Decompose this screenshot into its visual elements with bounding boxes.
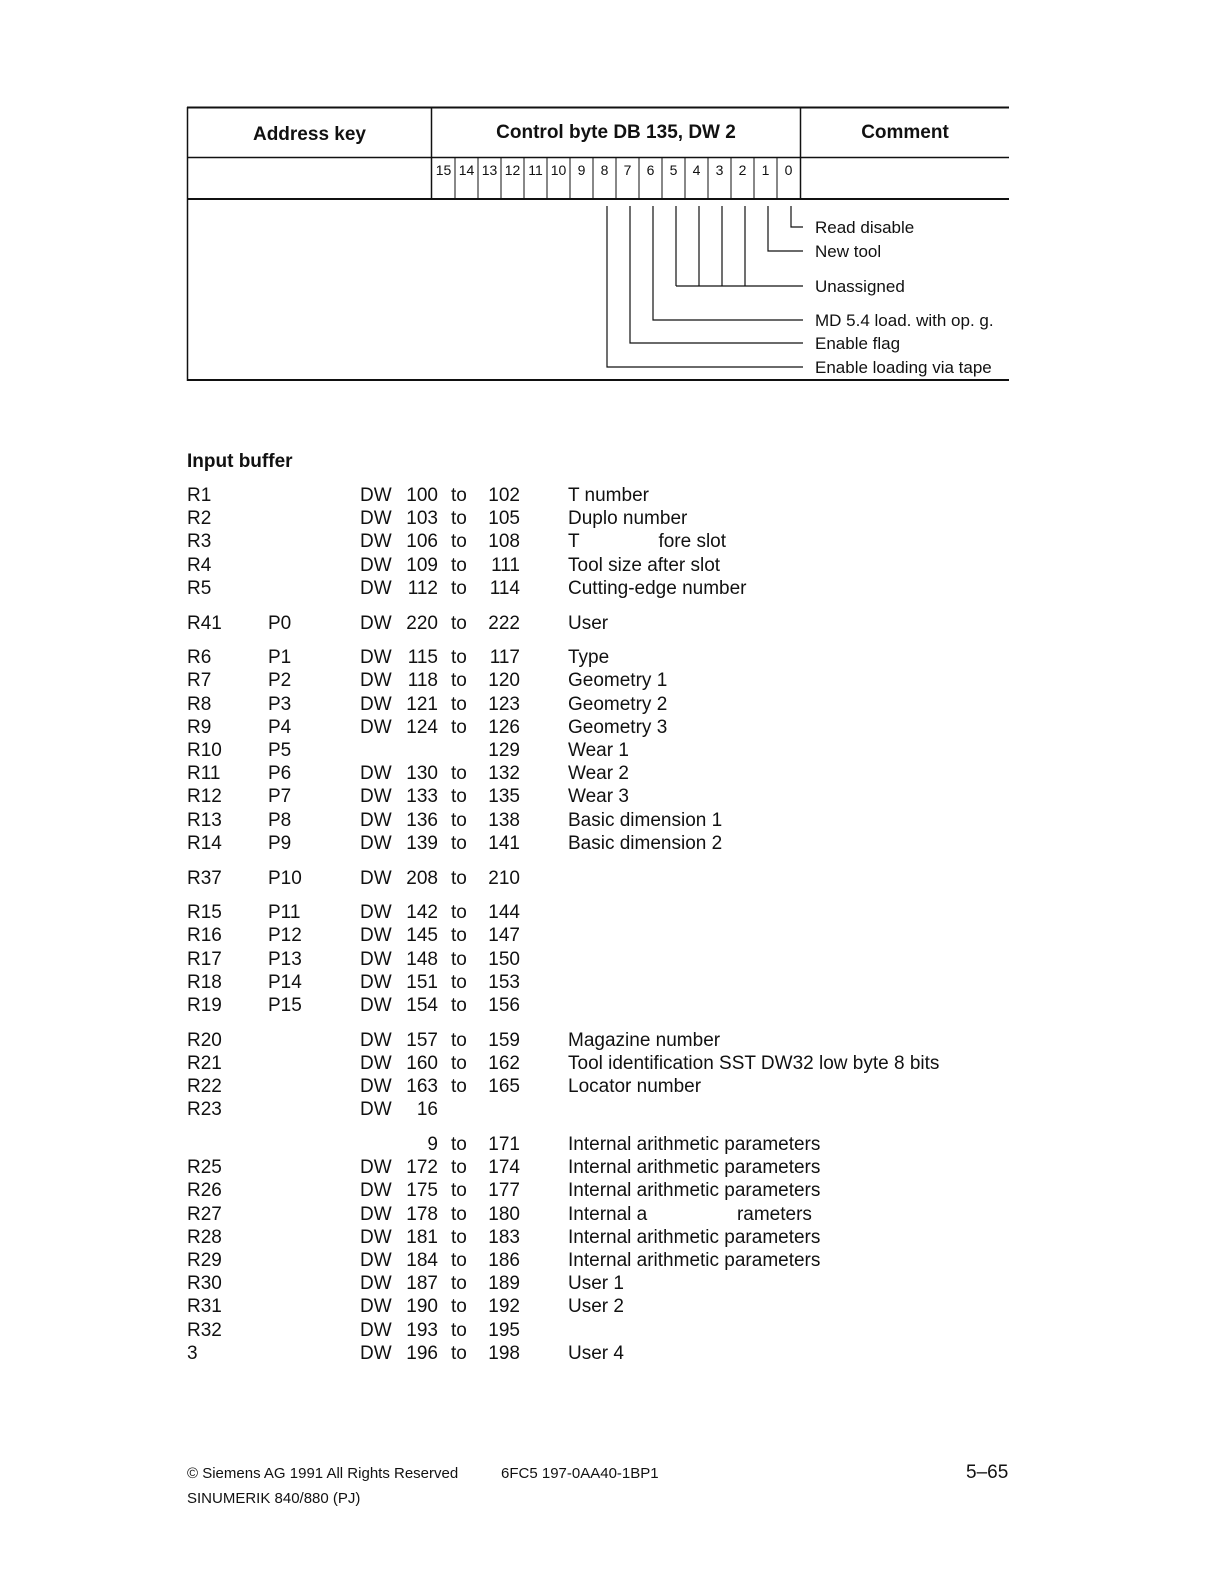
row-desc: Tool size after slot <box>568 554 721 576</box>
row-from: 148 <box>406 948 438 970</box>
row-desc: Wear 1 <box>568 740 629 761</box>
row-reg: R4 <box>187 554 212 576</box>
row-from: 193 <box>406 1319 438 1341</box>
row-dw: DW <box>360 925 392 947</box>
row-from: 190 <box>406 1296 438 1318</box>
row-reg: R6 <box>187 647 212 669</box>
row-end: 132 <box>488 763 520 785</box>
row-reg: R1 <box>187 485 212 506</box>
row-reg: R37 <box>187 867 222 889</box>
row-end: 147 <box>488 925 520 947</box>
row-from: 121 <box>406 693 438 715</box>
row-end: 114 <box>489 577 520 599</box>
row-reg: R15 <box>187 902 222 924</box>
row-desc: Wear 3 <box>568 786 629 808</box>
row-param: P10 <box>268 867 302 889</box>
row-end: 174 <box>488 1157 520 1179</box>
row-dw: DW <box>360 577 392 599</box>
bit-number-14: 14 <box>458 162 475 178</box>
row-from: 118 <box>407 670 438 692</box>
control-byte-table-lines <box>0 0 1224 400</box>
row-param: P2 <box>268 670 292 692</box>
bit-number-9: 9 <box>577 162 586 178</box>
row-param: P11 <box>268 902 301 924</box>
row-dw: DW <box>360 485 392 506</box>
row-reg: R29 <box>187 1250 222 1271</box>
row-reg: R21 <box>187 1052 222 1074</box>
row-to: to <box>451 971 467 993</box>
row-dw: DW <box>360 612 392 634</box>
row-desc: T number <box>568 485 649 506</box>
bit-number-5: 5 <box>669 162 678 178</box>
row-to: to <box>451 786 467 808</box>
row-param: P14 <box>268 971 302 993</box>
row-from: 145 <box>406 925 438 947</box>
row-reg: R26 <box>187 1180 222 1202</box>
row-to: to <box>451 809 467 831</box>
row-param: P0 <box>268 612 292 634</box>
row-reg: R32 <box>187 1319 222 1341</box>
row-end: 192 <box>488 1296 520 1318</box>
row-end: 159 <box>488 1029 520 1051</box>
row-to: to <box>451 1250 467 1271</box>
row-to: to <box>451 612 467 634</box>
row-reg: R2 <box>187 508 212 530</box>
row-from: 16 <box>416 1099 438 1121</box>
row-end: 171 <box>488 1134 520 1155</box>
row-dw: DW <box>360 1099 392 1121</box>
row-reg: R10 <box>187 740 222 761</box>
row-reg: R19 <box>187 995 222 1016</box>
bit-number-3: 3 <box>715 162 724 178</box>
row-to: to <box>451 647 467 669</box>
row-desc: Internal arithmetic parameters <box>568 1180 821 1202</box>
row-from: 187 <box>406 1273 438 1295</box>
row-desc: User 4 <box>568 1342 624 1364</box>
row-end: 153 <box>488 971 520 993</box>
row-param: P13 <box>268 948 302 970</box>
row-param: P8 <box>268 809 292 831</box>
header-control-byte: Control byte DB 135, DW 2 <box>496 122 736 143</box>
row-dw: DW <box>360 693 392 715</box>
row-end: 210 <box>488 867 520 889</box>
row-end: 111 <box>491 554 520 576</box>
row-reg: R41 <box>187 612 222 634</box>
row-from: 181 <box>406 1226 438 1248</box>
row-end: 120 <box>488 670 520 692</box>
row-from: 154 <box>406 995 438 1016</box>
page-number: 5–65 <box>966 1462 1009 1483</box>
row-dw: DW <box>360 1296 392 1318</box>
row-param: P3 <box>268 693 292 715</box>
row-reg: R25 <box>187 1157 222 1179</box>
row-to: to <box>451 925 467 947</box>
row-to: to <box>451 763 467 785</box>
row-end: 123 <box>488 693 520 715</box>
section-title-input-buffer: Input buffer <box>187 451 293 472</box>
row-from: 163 <box>406 1076 438 1098</box>
row-desc: Wear 2 <box>568 763 629 785</box>
row-desc: Internal arithmetic parameters <box>568 1157 821 1179</box>
bit-number-7: 7 <box>623 162 632 178</box>
row-reg: R17 <box>187 948 222 970</box>
row-reg: R7 <box>187 670 212 692</box>
row-to: to <box>451 716 467 738</box>
row-from: 184 <box>406 1250 438 1271</box>
row-dw: DW <box>360 971 392 993</box>
row-from: 220 <box>406 612 438 634</box>
row-to: to <box>451 531 467 553</box>
row-to: to <box>451 902 467 924</box>
row-dw: DW <box>360 867 392 889</box>
row-dw: DW <box>360 832 392 854</box>
row-desc: Magazine number <box>568 1029 721 1051</box>
row-to: to <box>451 995 467 1016</box>
row-to: to <box>451 1052 467 1074</box>
row-from: 172 <box>406 1157 438 1179</box>
row-dw: DW <box>360 902 392 924</box>
row-reg: R30 <box>187 1273 222 1295</box>
row-end: 129 <box>488 740 520 761</box>
row-from: 9 <box>427 1134 438 1155</box>
row-from: 157 <box>406 1029 438 1051</box>
row-to: to <box>451 1029 467 1051</box>
row-from: 160 <box>406 1052 438 1074</box>
comment-enable-flag: Enable flag <box>815 334 901 353</box>
row-dw: DW <box>360 786 392 808</box>
row-end: 222 <box>488 612 520 634</box>
bit-number-12: 12 <box>504 162 521 178</box>
row-param: P1 <box>268 647 292 669</box>
row-param: P9 <box>268 832 292 854</box>
row-end: 177 <box>488 1180 520 1202</box>
row-desc: User 2 <box>568 1296 624 1318</box>
row-reg: R12 <box>187 786 222 808</box>
row-desc: Type <box>568 647 610 669</box>
row-end: 144 <box>488 902 520 924</box>
row-reg: R20 <box>187 1029 222 1051</box>
row-reg: R16 <box>187 925 222 947</box>
row-desc: Cutting-edge number <box>568 577 747 599</box>
row-desc: Geometry 1 <box>568 670 668 692</box>
row-reg: R13 <box>187 809 222 831</box>
row-end: 141 <box>488 832 520 854</box>
row-dw: DW <box>360 1342 392 1364</box>
row-desc: Internal arithmetic parameters <box>568 1226 821 1248</box>
row-param: P12 <box>268 925 302 947</box>
row-reg: R8 <box>187 693 212 715</box>
row-dw: DW <box>360 1273 392 1295</box>
row-end: 105 <box>488 508 520 530</box>
row-reg: R5 <box>187 577 212 599</box>
row-from: 115 <box>407 647 438 669</box>
row-to: to <box>451 1342 467 1364</box>
row-to: to <box>451 1134 467 1155</box>
row-dw: DW <box>360 716 392 738</box>
row-desc: Basic dimension 2 <box>568 832 723 854</box>
bit-number-8: 8 <box>600 162 609 178</box>
row-dw: DW <box>360 1226 392 1248</box>
row-end: 162 <box>488 1052 520 1074</box>
row-from: 136 <box>406 809 438 831</box>
row-end: 135 <box>488 786 520 808</box>
row-reg: 3 <box>187 1342 198 1364</box>
row-to: to <box>451 1157 467 1179</box>
row-dw: DW <box>360 531 392 553</box>
row-to: to <box>451 867 467 889</box>
row-desc: Internal a rameters <box>568 1203 812 1225</box>
row-reg: R28 <box>187 1226 222 1248</box>
row-param: P5 <box>268 740 292 761</box>
row-dw: DW <box>360 508 392 530</box>
row-end: 189 <box>488 1273 520 1295</box>
row-dw: DW <box>360 1203 392 1225</box>
bit-number-15: 15 <box>435 162 452 178</box>
bit-number-10: 10 <box>550 162 567 178</box>
row-desc: Duplo number <box>568 508 688 530</box>
comment-enable-loading-tape: Enable loading via tape <box>815 358 992 377</box>
row-from: 196 <box>406 1342 438 1364</box>
row-from: 130 <box>406 763 438 785</box>
header-comment: Comment <box>861 122 949 143</box>
row-dw: DW <box>360 1250 392 1271</box>
row-end: 150 <box>488 948 520 970</box>
row-end: 126 <box>488 716 520 738</box>
footer-product: SINUMERIK 840/880 (PJ) <box>187 1490 361 1507</box>
row-from: 109 <box>406 554 438 576</box>
row-end: 198 <box>488 1342 520 1364</box>
row-to: to <box>451 1273 467 1295</box>
row-dw: DW <box>360 995 392 1016</box>
row-dw: DW <box>360 809 392 831</box>
row-param: P15 <box>268 995 302 1016</box>
row-to: to <box>451 693 467 715</box>
bit-number-4: 4 <box>692 162 701 178</box>
row-from: 112 <box>407 577 438 599</box>
row-to: to <box>451 670 467 692</box>
row-end: 180 <box>488 1203 520 1225</box>
row-end: 186 <box>488 1250 520 1271</box>
row-dw: DW <box>360 948 392 970</box>
row-from: 139 <box>406 832 438 854</box>
row-desc: Internal arithmetic parameters <box>568 1250 821 1271</box>
comment-md-load: MD 5.4 load. with op. g. <box>815 311 994 330</box>
row-dw: DW <box>360 670 392 692</box>
footer-order-number: 6FC5 197-0AA40-1BP1 <box>501 1465 659 1482</box>
row-dw: DW <box>360 554 392 576</box>
row-reg: R22 <box>187 1076 222 1098</box>
row-dw: DW <box>360 1180 392 1202</box>
row-from: 151 <box>406 971 438 993</box>
row-desc: Geometry 3 <box>568 716 668 738</box>
row-param: P7 <box>268 786 292 808</box>
row-reg: R18 <box>187 971 222 993</box>
row-dw: DW <box>360 1029 392 1051</box>
bit-number-6: 6 <box>646 162 655 178</box>
row-dw: DW <box>360 1157 392 1179</box>
row-desc: Basic dimension 1 <box>568 809 723 831</box>
row-end: 102 <box>488 485 520 506</box>
row-to: to <box>451 1226 467 1248</box>
row-desc: T fore slot <box>568 531 727 553</box>
row-reg: R23 <box>187 1099 222 1121</box>
row-dw: DW <box>360 763 392 785</box>
row-from: 142 <box>406 902 438 924</box>
row-desc: Geometry 2 <box>568 693 668 715</box>
row-desc: User 1 <box>568 1273 624 1295</box>
row-dw: DW <box>360 1076 392 1098</box>
row-from: 106 <box>406 531 438 553</box>
row-reg: R3 <box>187 531 212 553</box>
row-to: to <box>451 577 467 599</box>
row-to: to <box>451 554 467 576</box>
bit-number-0: 0 <box>784 162 793 178</box>
row-from: 178 <box>406 1203 438 1225</box>
bit-number-13: 13 <box>481 162 498 178</box>
row-end: 165 <box>488 1076 520 1098</box>
row-to: to <box>451 1296 467 1318</box>
row-to: to <box>451 832 467 854</box>
row-reg: R14 <box>187 832 222 854</box>
row-from: 100 <box>406 485 438 506</box>
row-end: 117 <box>489 647 520 669</box>
row-to: to <box>451 1203 467 1225</box>
row-end: 108 <box>488 531 520 553</box>
row-to: to <box>451 948 467 970</box>
row-dw: DW <box>360 1319 392 1341</box>
row-reg: R27 <box>187 1203 222 1225</box>
row-from: 133 <box>406 786 438 808</box>
row-param: P4 <box>268 716 292 738</box>
row-end: 195 <box>488 1319 520 1341</box>
row-param: P6 <box>268 763 292 785</box>
row-end: 138 <box>488 809 520 831</box>
comment-read-disable: Read disable <box>815 218 915 237</box>
row-from: 208 <box>406 867 438 889</box>
bit-number-11: 11 <box>528 162 543 178</box>
bit-number-2: 2 <box>738 162 747 178</box>
row-end: 156 <box>488 995 520 1016</box>
row-end: 183 <box>488 1226 520 1248</box>
row-to: to <box>451 1076 467 1098</box>
row-to: to <box>451 485 467 506</box>
footer-copyright: © Siemens AG 1991 All Rights Reserved <box>187 1465 459 1482</box>
row-desc: Internal arithmetic parameters <box>568 1134 821 1155</box>
row-reg: R11 <box>187 763 221 785</box>
row-from: 124 <box>406 716 438 738</box>
row-to: to <box>451 1319 467 1341</box>
bit-number-1: 1 <box>761 162 770 178</box>
row-reg: R31 <box>187 1296 222 1318</box>
header-address-key: Address key <box>252 124 366 145</box>
row-desc: Tool identification SST DW32 low byte 8 bits <box>568 1052 940 1074</box>
row-reg: R9 <box>187 716 212 738</box>
row-desc: User <box>568 612 609 634</box>
row-dw: DW <box>360 1052 392 1074</box>
row-from: 175 <box>406 1180 438 1202</box>
row-from: 103 <box>406 508 438 530</box>
row-dw: DW <box>360 647 392 669</box>
comment-new-tool: New tool <box>815 242 882 261</box>
row-to: to <box>451 1180 467 1202</box>
row-desc: Locator number <box>568 1076 702 1098</box>
row-to: to <box>451 508 467 530</box>
comment-unassigned: Unassigned <box>815 277 905 296</box>
